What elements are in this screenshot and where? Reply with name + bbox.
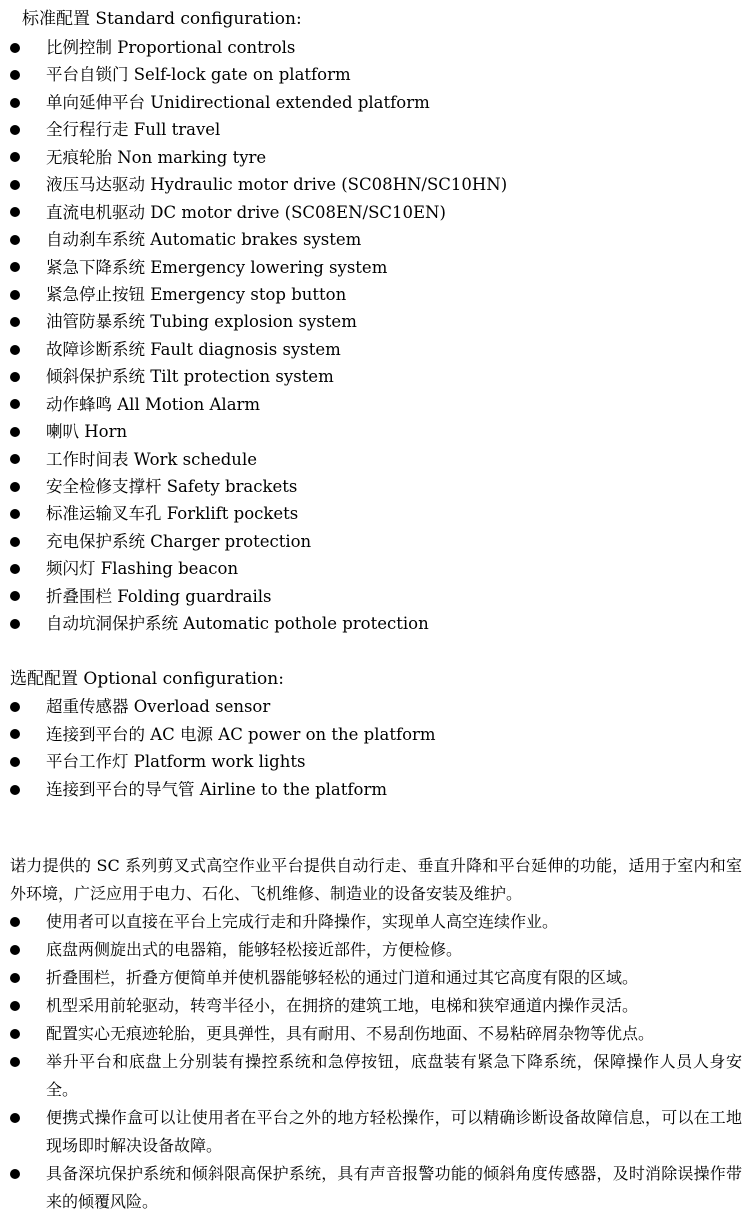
- bullet-icon: [10, 180, 20, 190]
- bullet-icon: [10, 372, 20, 382]
- list-item: [10, 473, 507, 500]
- list-item-label: 喇叭 Horn: [46, 422, 128, 442]
- list-item: [10, 693, 436, 721]
- intro-paragraph: 诺力提供的 SC 系列剪叉式高空作业平台提供自动行走、垂直升降和平台延伸的功能，适用于室内和室外环境，广泛应用于电力、石化、飞机维修、制造业的设备安装及维护。: [10, 856, 742, 903]
- list-item-label: 无痕轮胎 Non marking tyre: [46, 147, 267, 167]
- list-item-label: 连接到平台的 AC 电源 AC power on the platform: [46, 724, 436, 744]
- bullet-icon: [10, 917, 20, 927]
- list-item: [10, 226, 507, 253]
- list-item: [10, 391, 507, 418]
- list-item: [10, 171, 507, 198]
- bullet-icon: [10, 454, 20, 464]
- list-item: [10, 418, 507, 445]
- list-item-label: 液压马达驱动 Hydraulic motor drive (SC08HN/SC10HN): [46, 175, 508, 195]
- list-item-label: 动作蜂鸣 All Motion Alarm: [46, 394, 261, 414]
- product-description: [10, 852, 742, 1216]
- list-item: [10, 363, 507, 390]
- feature-text: 折叠围栏，折叠方便简单并使机器能够轻松的通过门道和通过其它高度有限的区域。: [46, 968, 639, 987]
- bullet-icon: [10, 1057, 20, 1067]
- bullet-icon: [10, 207, 20, 217]
- list-item: [10, 936, 742, 964]
- bullet-icon: [10, 729, 20, 739]
- bullet-icon: [10, 98, 20, 108]
- list-item: [10, 964, 742, 992]
- bullet-icon: [10, 290, 20, 300]
- bullet-icon: [10, 591, 20, 601]
- list-item: [10, 908, 742, 936]
- bullet-icon: [10, 399, 20, 409]
- list-item: [10, 308, 507, 335]
- list-item: [10, 336, 507, 363]
- list-item-label: 平台工作灯 Platform work lights: [46, 752, 306, 772]
- list-item: [10, 144, 507, 171]
- bullet-icon: [10, 1001, 20, 1011]
- list-item: [10, 1020, 742, 1048]
- list-item-label: 频闪灯 Flashing beacon: [46, 559, 239, 579]
- bullet-icon: [10, 1029, 20, 1039]
- list-item: [10, 446, 507, 473]
- feature-text: 举升平台和底盘上分别装有操控系统和急停按钮，底盘装有紧急下降系统，保障操作人员人身安全。: [46, 1052, 742, 1099]
- list-item-label: 紧急停止按钮 Emergency stop button: [46, 284, 347, 304]
- feature-text: 使用者可以直接在平台上完成行走和升降操作，实现单人高空连续作业。: [46, 912, 559, 931]
- feature-list: [10, 908, 742, 1216]
- list-item: [10, 776, 436, 804]
- list-item: [10, 61, 507, 88]
- list-item: [10, 992, 742, 1020]
- list-item: [10, 583, 507, 610]
- bullet-icon: [10, 564, 20, 574]
- list-item: [10, 89, 507, 116]
- bullet-icon: [10, 235, 20, 245]
- list-item-label: 紧急下降系统 Emergency lowering system: [46, 257, 388, 277]
- list-item: [10, 721, 436, 749]
- list-item: [10, 748, 436, 776]
- bullet-icon: [10, 702, 20, 712]
- bullet-icon: [10, 1113, 20, 1123]
- list-item-label: 油管防暴系统 Tubing explosion system: [46, 312, 357, 332]
- bullet-icon: [10, 509, 20, 519]
- list-item: [10, 116, 507, 143]
- bullet-icon: [10, 262, 20, 272]
- bullet-icon: [10, 619, 20, 629]
- list-item-label: 自动刹车系统 Automatic brakes system: [46, 230, 362, 250]
- list-item-label: 充电保护系统 Charger protection: [46, 531, 312, 551]
- list-item: [10, 528, 507, 555]
- list-item: [10, 555, 507, 582]
- bullet-icon: [10, 757, 20, 767]
- bullet-icon: [10, 785, 20, 795]
- bullet-icon: [10, 125, 20, 135]
- bullet-icon: [10, 317, 20, 327]
- list-item-label: 故障诊断系统 Fault diagnosis system: [46, 339, 341, 359]
- standard-config-list: [10, 34, 507, 638]
- list-item: [10, 1160, 742, 1216]
- list-item: [10, 254, 507, 281]
- list-item-label: 单向延伸平台 Unidirectional extended platform: [46, 92, 430, 112]
- list-item-label: 倾斜保护系统 Tilt protection system: [46, 367, 334, 387]
- list-item: [10, 1048, 742, 1104]
- list-item-label: 安全检修支撑杆 Safety brackets: [46, 477, 298, 496]
- bullet-icon: [10, 70, 20, 80]
- bullet-icon: [10, 1169, 20, 1179]
- list-item: [10, 34, 507, 61]
- optional-config-heading: 选配配置 Optional configuration:: [10, 669, 284, 689]
- bullet-icon: [10, 945, 20, 955]
- list-item-label: 直流电机驱动 DC motor drive (SC08EN/SC10EN): [46, 202, 446, 222]
- feature-text: 具备深坑保护系统和倾斜限高保护系统，具有声音报警功能的倾斜角度传感器，及时消除误操作带来的倾覆风险。: [46, 1164, 742, 1211]
- bullet-icon: [10, 973, 20, 983]
- list-item-label: 平台自锁门 Self-lock gate on platform: [46, 65, 351, 85]
- bullet-icon: [10, 345, 20, 355]
- standard-config-heading: 标准配置 Standard configuration:: [22, 9, 302, 29]
- bullet-icon: [10, 482, 20, 492]
- list-item-label: 比例控制 Proportional controls: [46, 38, 296, 57]
- list-item-label: 超重传感器 Overload sensor: [46, 697, 271, 716]
- list-item-label: 全行程行走 Full travel: [46, 120, 221, 140]
- feature-text: 配置实心无痕迹轮胎，更具弹性，具有耐用、不易刮伤地面、不易粘碎屑杂物等优点。: [46, 1024, 655, 1043]
- list-item-label: 工作时间表 Work schedule: [46, 449, 257, 469]
- list-item-label: 连接到平台的导气管 Airline to the platform: [46, 779, 387, 799]
- bullet-icon: [10, 427, 20, 437]
- list-item-label: 折叠围栏 Folding guardrails: [46, 586, 272, 606]
- list-item-label: 自动坑洞保护系统 Automatic pothole protection: [46, 614, 429, 634]
- bullet-icon: [10, 152, 20, 162]
- bullet-icon: [10, 537, 20, 547]
- list-item: [10, 500, 507, 527]
- list-item: [10, 610, 507, 637]
- feature-text: 机型采用前轮驱动，转弯半径小，在拥挤的建筑工地，电梯和狭窄通道内操作灵活。: [46, 996, 639, 1015]
- optional-config-list: [10, 693, 436, 803]
- feature-text: 底盘两侧旋出式的电器箱，能够轻松接近部件，方便检修。: [46, 940, 463, 959]
- list-item: [10, 199, 507, 226]
- bullet-icon: [10, 43, 20, 53]
- list-item: [10, 1104, 742, 1160]
- feature-text: 便携式操作盒可以让使用者在平台之外的地方轻松操作，可以精确诊断设备故障信息，可以在工地现场即时解决设备故障。: [46, 1108, 742, 1155]
- list-item-label: 标准运输叉车孔 Forklift pockets: [46, 504, 299, 524]
- list-item: [10, 281, 507, 308]
